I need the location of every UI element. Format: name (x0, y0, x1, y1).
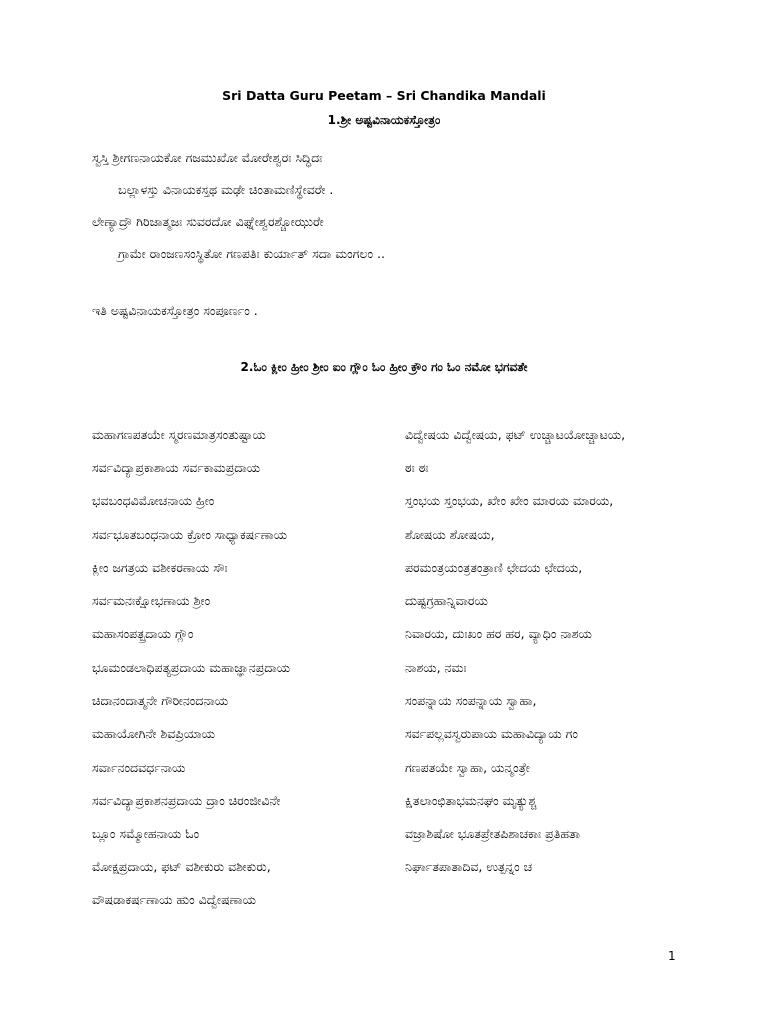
page-header: Sri Datta Guru Peetam – Sri Chandika Mandali (222, 88, 546, 103)
page-number: 1 (668, 949, 676, 963)
mantra-line-right: ನಾಶಯ, ನಮಃ (405, 660, 467, 675)
mantra-line-left: ಭವಬಂಧವಿಮೋಚನಾಯ ಹ್ರೀಂ (92, 493, 215, 508)
mantra-line-right: ದುಷ್ಟಗ್ರಹಾನ್ನಿವಾರಯ (405, 593, 488, 608)
mantra-line-right: ಸರ್ವಪಲ್ಲವಸ್ವರುಪಾಯ ಮಹಾವಿದ್ಯಾಯ ಗಂ (405, 726, 578, 741)
mantra-line-left: ಸರ್ವಮನಃಕ್ಷೋಭಣಾಯ ಶ್ರೀಂ (92, 593, 211, 608)
mantra-line-left: ಸರ್ವವಿದ್ಯಾಪ್ರಕಾಶನಪ್ರದಾಯ ದ್ರಾಂ ಚಿರಂಜೀವಿನೇ (92, 793, 281, 808)
mantra-line-left: ವೌಷಡಾಕರ್ಷಣಾಯ ಹುಂ ವಿದ್ವೇಷಣಾಯ (92, 892, 257, 907)
section1-heading: 1.ಶ್ರೀ ಅಷ್ಟವಿನಾಯಕಸ್ತೋತ್ರಂ (327, 113, 441, 127)
mantra-line-left: ಚಿದಾನಂದಾತ್ಮನೇ ಗೌರೀನಂದನಾಯ (92, 693, 229, 708)
section2-heading: 2.ಓಂ ಕ್ಲೀಂ ಹ್ರೀಂ ಶ್ರೀಂ ಐಂ ಗ್ಲೌಂ ಓಂ ಹ್ರೀಂ ಕ್ರೌಂ ಗಂ ಓಂ ನಮೋ ಭಗವತೇ (240, 360, 528, 374)
mantra-line-left: ಸರ್ವಭೂತಬಂಧನಾಯ ಕ್ರೋಂ ಸಾಧ್ಯಾಕರ್ಷಣಾಯ (92, 527, 288, 542)
mantra-line-left: ಸರ್ವವಿದ್ಯಾಪ್ರಕಾಶಾಯ ಸರ್ವಕಾಮಪ್ರದಾಯ (92, 460, 261, 475)
mantra-line-right: ಕ್ಷಿತಲಾಂಛಿತಾಭಮನಘಂ ಮೃತ್ಯುಶ್ಚ (405, 793, 537, 808)
mantra-line-left: ಕ್ಲೀಂ ಜಗತ್ರಯ ವಶೀಕರಣಾಯ ಸೌಃ (92, 560, 228, 575)
mantra-line-right: ಶೋಷಯ ಶೋಷಯ, (405, 527, 495, 542)
mantra-line-right: ನಿವಾರಯ, ದುಃಖಂ ಹರ ಹರ, ವ್ಯಾಧಿಂ ನಾಶಯ (405, 626, 592, 641)
mantra-line-right: ಪರಮಂತ್ರಯಂತ್ರತಂತ್ರಾಣಿ ಛೇದಯ ಛೇದಯ, (405, 560, 583, 575)
mantra-line-right: ವಿದ್ವೇಷಯ ವಿದ್ವೇಷಯ, ಫಟ್ ಉಚ್ಚಾಟಯೋಚ್ಚಾಟಯ, (405, 427, 626, 442)
mantra-line-right: ಠಃ ಠಃ (405, 460, 429, 475)
mantra-line-right: ಸಂಪನ್ನಾಯ ಸಂಪನ್ನಾಯ ಸ್ವಾಹಾ, (405, 693, 537, 708)
mantra-line-left: ಭೂಮಂಡಲಾಧಿಪತ್ಯಪ್ರದಾಯ ಮಹಾಜ್ಞಾನಪ್ರದಾಯ (92, 660, 291, 675)
mantra-line-left: ಮೋಕ್ಷಪ್ರದಾಯ, ಫಟ್ ವಶೀಕುರು ವಶೀಕುರು, (92, 859, 271, 874)
verse-line: ಲೇಣ್ಯಾದ್ರೌ ಗಿರಿಜಾತ್ಮಜಃ ಸುವರದೋ ವಿಘ್ನೇಶ್ವರಶ್ಚೋಝುರೇ (92, 214, 324, 229)
mantra-line-left: ಬ್ಲೂಂ ಸಮ್ಮೋಹನಾಯ ಓಂ (92, 826, 200, 841)
mantra-line-left: ಮಹಾಗಣಪತಯೇ ಸ್ಮರಣಮಾತ್ರಸಂತುಷ್ಟಾಯ (92, 427, 266, 442)
closing-line: ಇತಿ ಅಷ್ಟವಿನಾಯಕಸ್ತೋತ್ರಂ ಸಂಪೂರ್ಣಂ . (92, 303, 258, 318)
mantra-line-left: ಮಹಾಸಂಪತ್ಪ್ರದಾಯ ಗ್ಲೌಂ (92, 626, 194, 641)
verse-line: ಬಲ್ಲಾಳಸ್ತು ವಿನಾಯಕಸ್ತಥ ಮಢೇ ಚಿಂತಾಮಣಿಸ್ಥೇವರೇ . (118, 182, 334, 197)
verse-line: ಸ್ವಸ್ತಿ ಶ್ರೀಗಣನಾಯಕೋ ಗಜಮುಖೋ ಮೋರೇಶ್ವರಃ ಸಿದ್ಧಿದಃ (92, 150, 323, 165)
mantra-line-right: ವಜ್ರಾಶಿಷೋ ಭೂತಪ್ರೇತಪಿಶಾಚಕಾಃ ಪ್ರತಿಹತಾ (405, 826, 581, 841)
mantra-line-left: ಸರ್ವಾನಂದವರ್ಧನಾಯ (92, 760, 186, 775)
verse-line: ಗ್ರಾಮೇ ರಾಂಜಣಸಂಸ್ಥಿತೋ ಗಣಪತಿಃ ಕುರ್ಯಾತ್ ಸದಾ ಮಂಗಲಂ .. (118, 246, 385, 261)
mantra-line-right: ಸ್ತಂಭಯ ಸ್ತಂಭಯ, ಖೇಂ ಖೇಂ ಮಾರಯ ಮಾರಯ, (405, 493, 614, 508)
mantra-line-right: ಗಣಪತಯೇ ಸ್ವಾಹಾ, ಯನ್ಮಂತ್ರೇ (405, 760, 530, 775)
mantra-line-right: ನಿರ್ಘಾತಪಾತಾದಿವ, ಉತ್ಪನ್ನಂ ಚ (405, 859, 533, 874)
mantra-line-left: ಮಹಾಯೋಗಿನೇ ಶಿವಪ್ರಿಯಾಯ (92, 726, 216, 741)
